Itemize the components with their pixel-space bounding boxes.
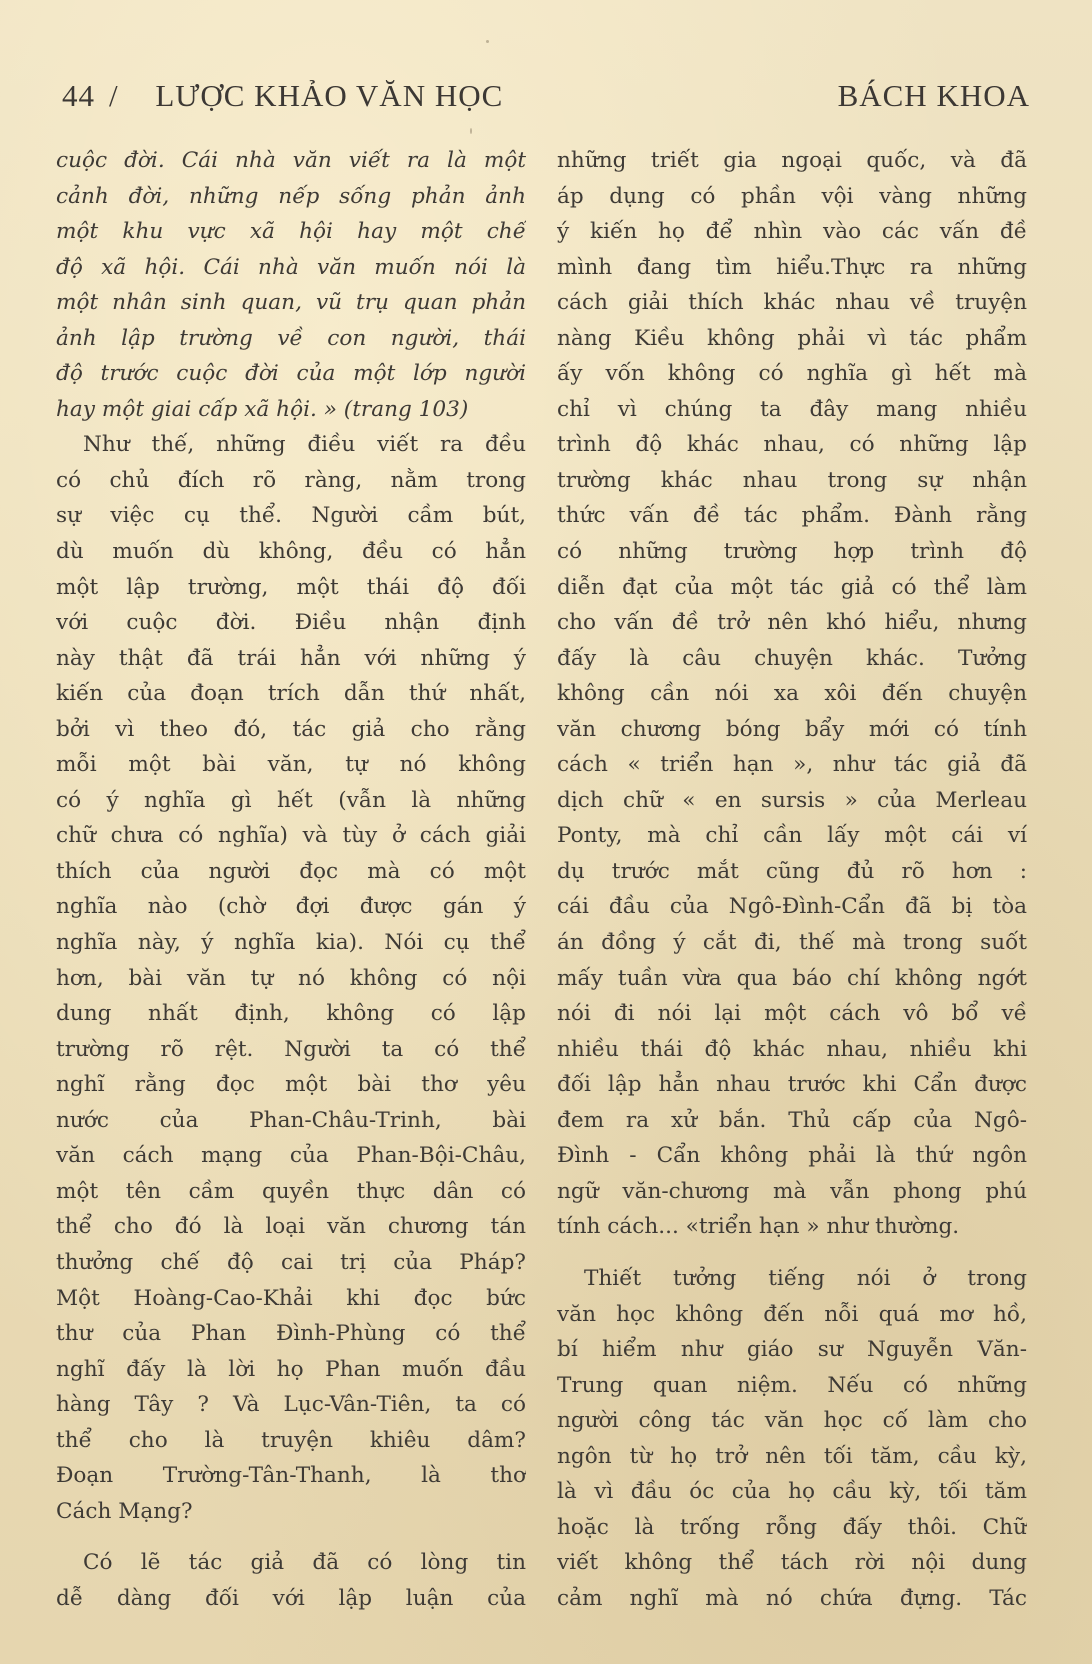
text-line: nhiều thái độ khác nhau, nhiều khi [557, 1036, 1027, 1062]
text-line: cách « triển hạn », như tác giả đã [557, 752, 1027, 778]
text-line: diễn đạt của một tác giả có thể làm [557, 574, 1027, 600]
text-line: Thiết tưởng tiếng nói ở trong [584, 1265, 1027, 1291]
text-line: độ trước cuộc đời của một lớp người [56, 361, 526, 387]
text-line: viết không thể tách rời nội dung [557, 1550, 1027, 1576]
text-line: dung nhất định, không có lập [56, 1001, 526, 1027]
text-line: nghĩa nào (chờ đợi được gán ý [56, 894, 526, 920]
left-text-column [56, 143, 526, 1616]
text-line: có ý nghĩa gì hết (vẫn là những [56, 787, 526, 813]
text-line: có những trường hợp trình độ [557, 539, 1027, 565]
text-line: không cần nói xa xôi đến chuyện [557, 681, 1027, 707]
text-line: sự việc cụ thể. Người cầm bút, [56, 503, 526, 529]
text-line: án đồng ý cắt đi, thế mà trong suốt [557, 930, 1027, 956]
text-line: Ponty, mà chỉ cần lấy một cái ví [557, 823, 1027, 849]
text-line: ý kiến họ để nhìn vào các vấn đề [557, 219, 1027, 245]
text-line: nghĩa này, ý nghĩa kia). Nói cụ thể [56, 930, 526, 956]
text-line: kiến của đoạn trích dẫn thứ nhất, [56, 681, 526, 707]
text-line: bởi vì theo đó, tác giả cho rằng [56, 716, 526, 742]
text-line: văn học không đến nỗi quá mơ hồ, [557, 1301, 1027, 1327]
text-line: đối lập hẳn nhau trước khi Cẩn được [557, 1072, 1027, 1098]
text-line: này thật đã trái hẳn với những ý [56, 645, 526, 671]
text-line: cách giải thích khác nhau về truyện [557, 290, 1027, 316]
text-line: văn cách mạng của Phan-Bội-Châu, [56, 1143, 526, 1169]
text-line: dù muốn dù không, đều có hẳn [56, 539, 526, 565]
text-line: trường rõ rệt. Người ta có thể [56, 1036, 526, 1062]
text-line: một khu vực xã hội hay một chế [56, 219, 526, 245]
paper-speck [840, 300, 842, 302]
text-line: nói đi nói lại một cách vô bổ về [557, 1001, 1027, 1027]
text-line: áp dụng có phần vội vàng những [557, 183, 1027, 209]
text-line: dịch chữ « en sursis » của Merleau [557, 787, 1027, 813]
text-line: mỗi một bài văn, tự nó không [56, 752, 526, 778]
text-line: nghĩ rằng đọc một bài thơ yêu [56, 1072, 526, 1098]
paper-speck [486, 40, 489, 43]
text-line: trình độ khác nhau, có những lập [557, 432, 1027, 458]
text-line: hàng Tây ? Và Lục-Vân-Tiên, ta có [56, 1392, 526, 1418]
text-line: những triết gia ngoại quốc, và đã [557, 148, 1027, 173]
text-line: trường khác nhau trong sự nhận [557, 467, 1027, 493]
text-line: người công tác văn học cố làm cho [557, 1408, 1027, 1434]
text-line: văn chương bóng bẩy mới có tính [557, 716, 1027, 742]
text-line: đấy là câu chuyện khác. Tưởng [557, 645, 1027, 671]
text-line: nghĩ đấy là lời họ Phan muốn đầu [56, 1356, 526, 1382]
text-line: bí hiểm như giáo sư Nguyễn Văn- [557, 1337, 1027, 1363]
text-line: thức vấn đề tác phẩm. Đành rằng [557, 503, 1027, 529]
text-line: cảm nghĩ mà nó chứa đựng. Tác [557, 1585, 1027, 1611]
page-header [62, 72, 1030, 120]
text-line: thể cho là truyện khiêu dâm? [56, 1427, 526, 1453]
text-line: Đình - Cẩn không phải là thứ ngôn [557, 1143, 1027, 1169]
text-line: ấy vốn không có nghĩa gì hết mà [557, 361, 1027, 387]
right-text-column [557, 143, 1027, 1616]
text-line: chữ chưa có nghĩa) và tùy ở cách giải [56, 823, 526, 849]
text-line: nàng Kiều không phải vì tác phẩm [557, 325, 1027, 351]
text-line: một nhân sinh quan, vũ trụ quan phản [56, 290, 526, 316]
text-line: cho vấn đề trở nên khó hiểu, nhưng [557, 610, 1027, 636]
magazine-title: BÁCH KHOA [837, 78, 1030, 113]
paper-speck [470, 128, 472, 134]
text-line: một tên cầm quyền thực dân có [56, 1178, 526, 1204]
text-line: ngữ văn-chương mà vẫn phong phú [557, 1178, 1027, 1204]
text-line: Cách Mạng? [56, 1498, 193, 1524]
text-line: chỉ vì chúng ta đây mang nhiều [557, 396, 1027, 422]
text-line: có chủ đích rõ ràng, nằm trong [56, 467, 526, 493]
text-line: dụ trước mắt cũng đủ rõ hơn : [557, 858, 1027, 884]
text-line: tính cách... «triển hạn » như thường. [557, 1214, 960, 1240]
text-line: cái đầu của Ngô-Đình-Cẩn đã bị tòa [557, 894, 1027, 920]
text-line: với cuộc đời. Điều nhận định [56, 610, 526, 636]
text-line: một lập trường, một thái độ đối [56, 574, 526, 600]
text-line: độ xã hội. Cái nhà văn muốn nói là [56, 254, 526, 280]
text-line: mình đang tìm hiểu.Thực ra những [557, 254, 1027, 280]
text-line: ngôn từ họ trở nên tối tăm, cầu kỳ, [557, 1443, 1027, 1469]
text-line: Một Hoàng-Cao-Khải khi đọc bức [56, 1285, 526, 1311]
section-title: LƯỢC KHẢO VĂN HỌC [155, 78, 504, 113]
text-line: mấy tuần vừa qua báo chí không ngớt [557, 965, 1027, 991]
text-line: cảnh đời, những nếp sống phản ảnh [56, 183, 526, 209]
text-line: thư của Phan Đình-Phùng có thể [56, 1321, 526, 1347]
text-line: Có lẽ tác giả đã có lòng tin [83, 1550, 526, 1576]
text-line: Như thế, những điều viết ra đều [83, 432, 526, 458]
text-line: là vì đầu óc của họ cầu kỳ, tối tăm [557, 1479, 1027, 1505]
header-left [62, 78, 517, 114]
text-line: nước của Phan-Châu-Trinh, bài [56, 1107, 526, 1133]
text-line: Trung quan niệm. Nếu có những [557, 1372, 1027, 1398]
text-line: hơn, bài văn tự nó không có nội [56, 965, 526, 991]
text-line: thưởng chế độ cai trị của Pháp? [56, 1249, 526, 1275]
page-number: 44 [62, 78, 95, 113]
text-line: ảnh lập trường về con người, thái [56, 325, 526, 351]
text-line: đem ra xử bắn. Thủ cấp của Ngô- [557, 1107, 1027, 1133]
text-line: cuộc đời. Cái nhà văn viết ra là một [56, 148, 526, 173]
header-separator: / [109, 78, 119, 113]
text-line: hoặc là trống rỗng đấy thôi. Chữ [557, 1514, 1027, 1540]
text-line: Đoạn Trường-Tân-Thanh, là thơ [56, 1463, 526, 1489]
text-line: thể cho đó là loại văn chương tán [56, 1214, 526, 1240]
text-line: dễ dàng đối với lập luận của [56, 1585, 526, 1611]
text-line: hay một giai cấp xã hội. » (trang 103) [56, 396, 469, 422]
text-line: thích của người đọc mà có một [56, 858, 526, 884]
